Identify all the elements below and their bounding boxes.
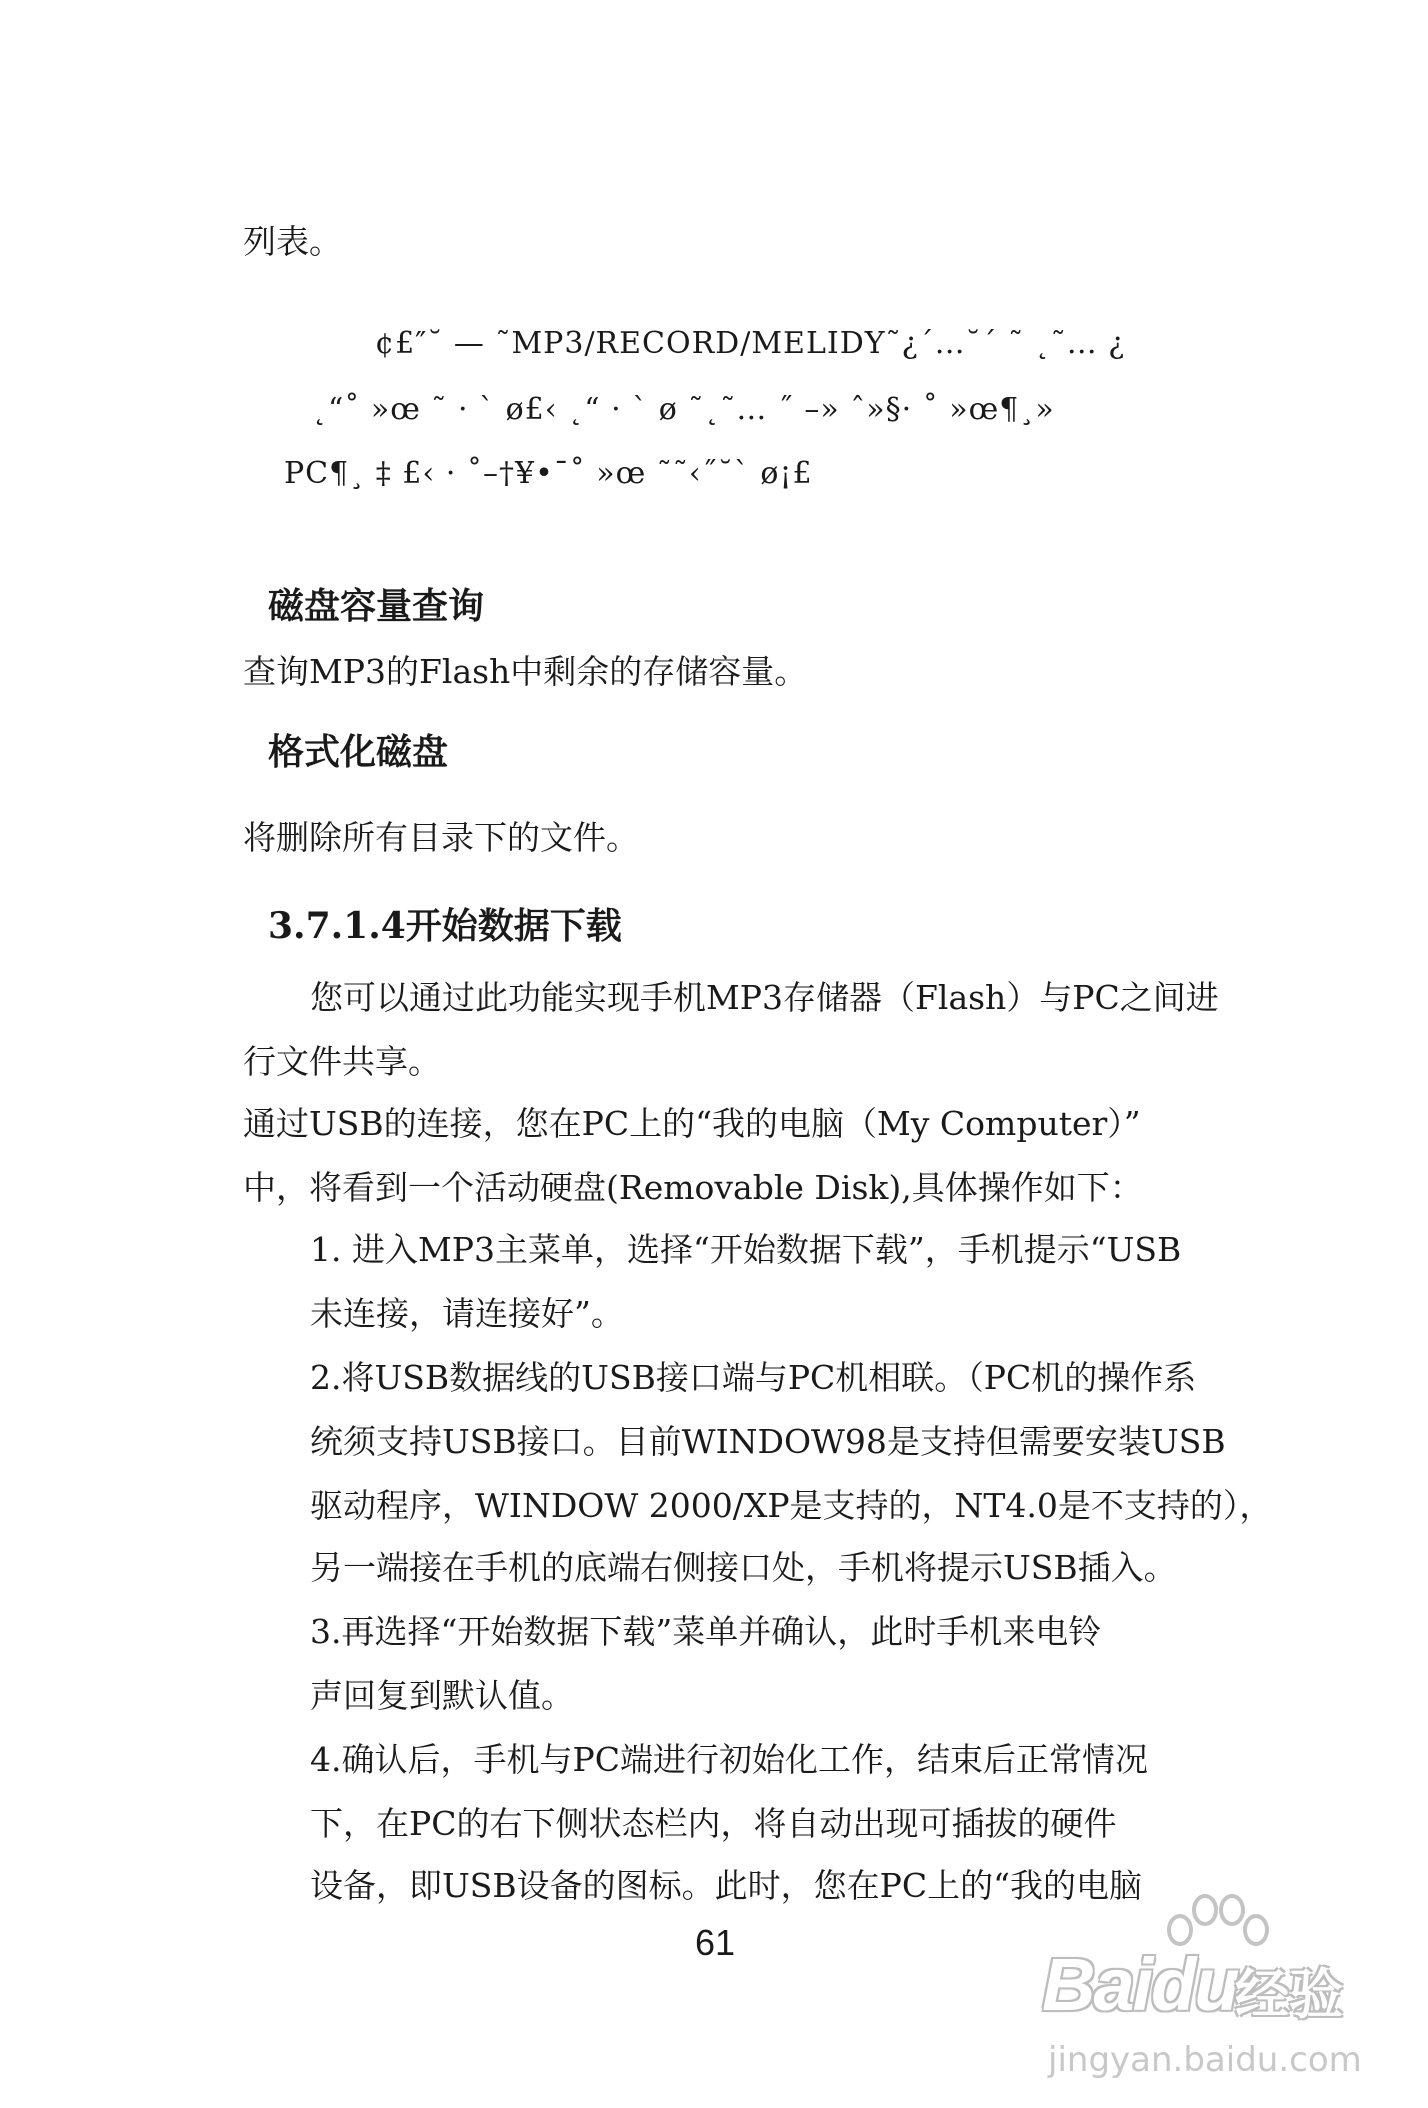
section-heading: 磁盘容量查询	[268, 585, 485, 627]
text-line: 通过USB的连接，您在PC上的“我的电脑（My Computer）”	[243, 1104, 1141, 1143]
list-item-text: 统须支持USB接口。目前WINDOW98是支持但需要安装USB	[310, 1422, 1226, 1461]
garbled-text-line: ˛“˚ »œ ˜ · ` ø£‹ ˛“ · ` ø ˜˛˜… ˝ –» ˆ»§· ˚ »œ¶¸»	[312, 392, 1055, 427]
watermark-cn: 经验	[1235, 1963, 1343, 2026]
text-line: 将删除所有目录下的文件。	[243, 818, 639, 857]
text-line: 列表。	[243, 222, 342, 261]
list-item-text: 2.将USB数据线的USB接口端与PC机相联。（PC机的操作系	[310, 1358, 1197, 1397]
watermark-brand	[1042, 1942, 1238, 2027]
garbled-text-line: PC¶¸ ‡ £‹ · ˚–†¥•¯˚ »œ ˜˜‹˝˘` ø¡£	[284, 456, 813, 491]
list-item-text: 1. 进入MP3主菜单，选择“开始数据下载”，手机提示“USB	[310, 1230, 1182, 1269]
list-item-text: 另一端接在手机的底端右侧接口处，手机将提示USB插入。	[310, 1548, 1177, 1587]
list-item-text: 下，在PC的右下侧状态栏内，将自动出现可插拔的硬件	[310, 1804, 1117, 1843]
garbled-text-line: ¢£″˘ — ˜MP3/RECORD/MELIDY˜¿´…˘´ ˜ ˛˜… ¿	[375, 326, 1126, 361]
page-number: 61	[695, 1922, 736, 1963]
list-item-text: 4.确认后，手机与PC端进行初始化工作，结束后正常情况	[310, 1740, 1148, 1779]
list-item-text: 声回复到默认值。	[310, 1676, 574, 1715]
list-item-text: 3.再选择“开始数据下载”菜单并确认，此时手机来电铃	[310, 1612, 1102, 1651]
text-line: 您可以通过此功能实现手机MP3存储器（Flash）与PC之间进	[310, 978, 1219, 1017]
text-line: 中，将看到一个活动硬盘(Removable Disk),具体操作如下：	[243, 1168, 1143, 1207]
baidu-watermark	[1030, 1890, 1410, 2090]
section-heading: 格式化磁盘	[268, 731, 449, 773]
watermark-brand-a: Bai	[1042, 1943, 1152, 2026]
section-heading: 3.7.1.4开始数据下载	[268, 905, 622, 947]
text-line: 查询MP3的Flash中剩余的存储容量。	[243, 652, 808, 691]
watermark-brand-b: du	[1151, 1943, 1238, 2026]
watermark-url: jingyan.baidu.com	[1048, 2040, 1362, 2080]
text-line: 行文件共享。	[243, 1042, 441, 1081]
list-item-text: 未连接，请连接好”。	[310, 1294, 624, 1333]
list-item-text: 驱动程序，WINDOW 2000/XP是支持的，NT4.0是不支持的），	[310, 1486, 1273, 1525]
list-item-text: 设备，即USB设备的图标。此时，您在PC上的“我的电脑	[310, 1866, 1142, 1905]
